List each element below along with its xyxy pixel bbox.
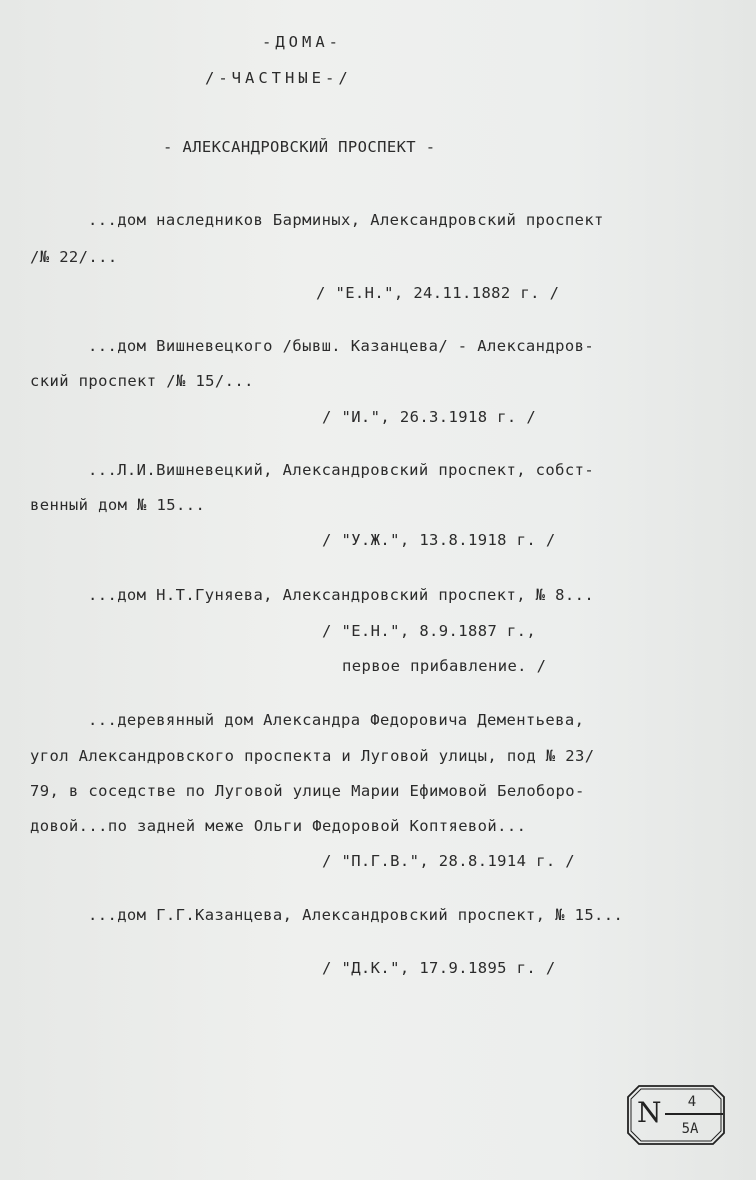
entry-text-line: ский проспект /№ 15/... — [30, 372, 254, 390]
entry-source: / "И.", 26.3.1918 г. / — [322, 408, 537, 426]
entry-text-line: ...дом наследников Барминых, Александровский проспект — [88, 211, 604, 229]
page-subtitle: /-ЧАСТНЫЕ-/ — [205, 69, 352, 87]
entry-source: / "Д.К.", 17.9.1895 г. / — [322, 959, 556, 977]
stamp-denominator: 5А — [681, 1121, 699, 1137]
page-title: -ДОМА- — [262, 33, 342, 51]
entry-text-line: ...дом Н.Т.Гуняева, Александровский проспект, № 8... — [88, 586, 595, 604]
entry-source: / "Е.Н.", 24.11.1882 г. / — [316, 284, 560, 302]
entry-text-line: ...дом Вишневецкого /бывш. Казанцева/ - Александров- — [88, 337, 595, 355]
entry-source: / "У.Ж.", 13.8.1918 г. / — [322, 531, 556, 549]
entry-text-line: венный дом № 15... — [30, 496, 206, 514]
entry-text-line: ...деревянный дом Александра Федоровича Дементьева, — [88, 711, 585, 729]
archive-stamp — [627, 1085, 725, 1145]
entry-source: первое прибавление. / — [342, 657, 547, 675]
entry-text-line: угол Александровского проспекта и Луговой улицы, под № 23/ — [30, 747, 595, 765]
stamp-fraction-bar — [665, 1113, 723, 1115]
entry-text-line: довой...по задней меже Ольги Федоровой Коптяевой... — [30, 817, 527, 835]
entry-text-line: 79, в соседстве по Луговой улице Марии Ефимовой Белоборо- — [30, 782, 585, 800]
entry-text-line: ...дом Г.Г.Казанцева, Александровский проспект, № 15... — [88, 906, 624, 924]
section-heading: - АЛЕКСАНДРОВСКИЙ ПРОСПЕКТ - — [163, 138, 436, 156]
entry-source: / "Е.Н.", 8.9.1887 г., — [322, 622, 537, 640]
entry-text-line: ...Л.И.Вишневецкий, Александровский проспект, собст- — [88, 461, 595, 479]
stamp-letter: N — [637, 1096, 662, 1129]
entry-text-line: /№ 22/... — [30, 248, 118, 266]
entry-source: / "П.Г.В.", 28.8.1914 г. / — [322, 852, 576, 870]
stamp-numerator: 4 — [687, 1094, 697, 1110]
